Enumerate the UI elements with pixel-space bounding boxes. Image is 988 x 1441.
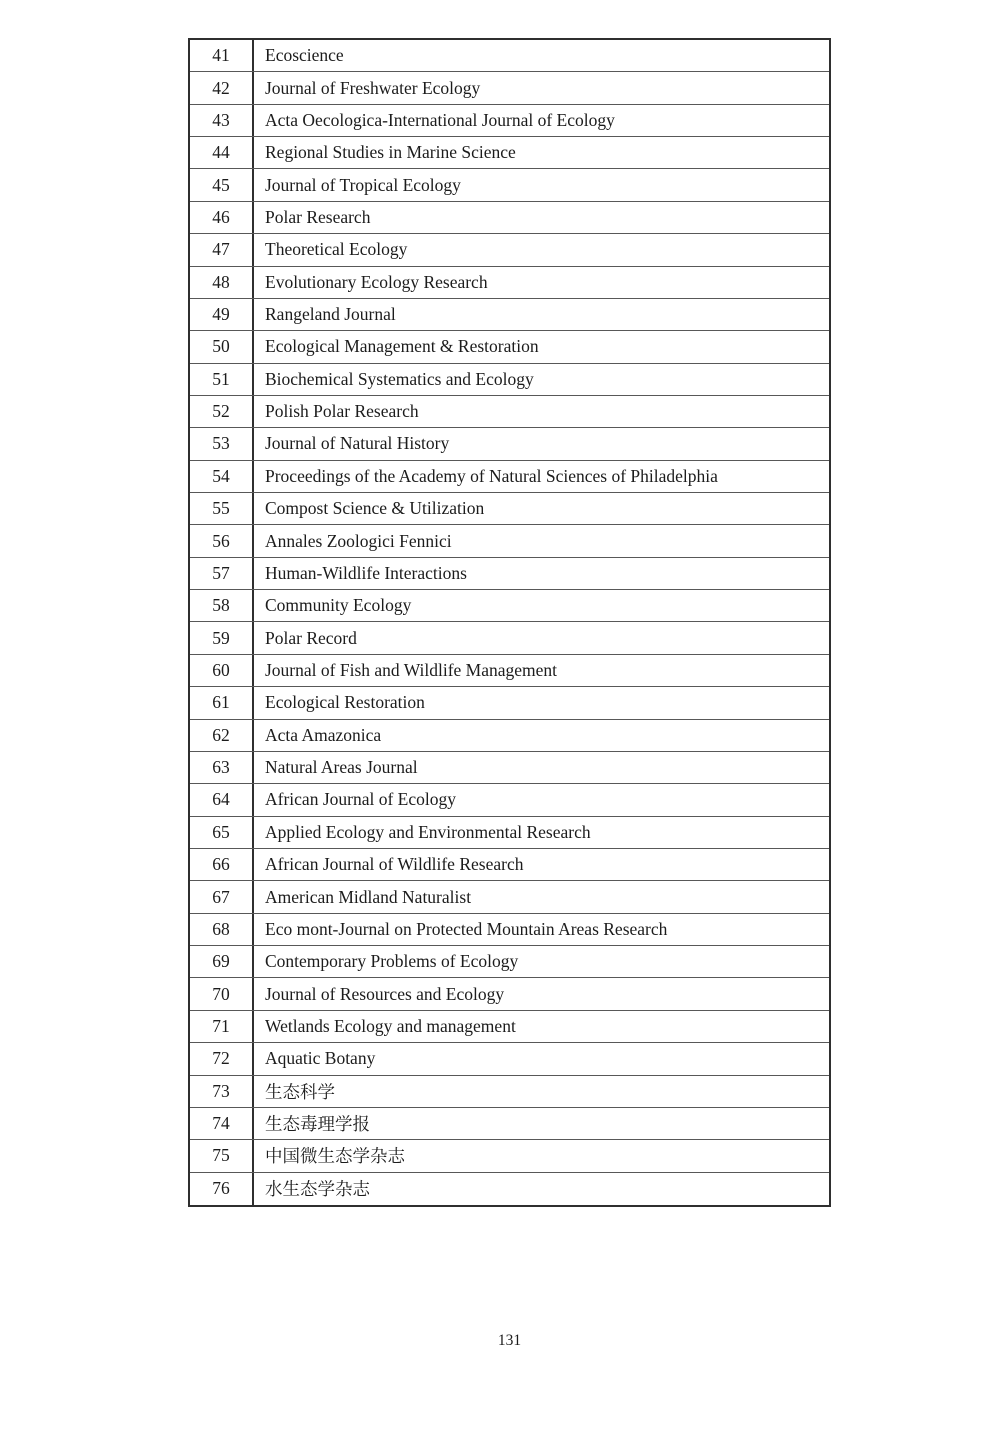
table-row xyxy=(190,590,829,622)
row-number-cell: 47 xyxy=(190,234,254,265)
row-number-cell: 71 xyxy=(190,1011,254,1042)
row-number-cell: 44 xyxy=(190,137,254,168)
table-row xyxy=(190,461,829,493)
row-title-cell: Compost Science & Utilization xyxy=(265,498,485,519)
row-title-cell: Regional Studies in Marine Science xyxy=(265,142,516,163)
row-title-cell: Wetlands Ecology and management xyxy=(265,1015,516,1036)
row-number-cell: 42 xyxy=(190,72,254,103)
row-number-cell: 67 xyxy=(190,881,254,912)
row-number-cell: 52 xyxy=(190,396,254,427)
row-number-cell: 46 xyxy=(190,202,254,233)
table-row xyxy=(190,946,829,978)
table-row xyxy=(190,234,829,266)
row-title-cell: Proceedings of the Academy of Natural Sciences of Philadelphia xyxy=(265,465,718,486)
row-number-cell: 50 xyxy=(190,331,254,362)
table-row xyxy=(190,1043,829,1075)
row-title-cell: Applied Ecology and Environmental Research xyxy=(265,821,591,842)
table-row xyxy=(190,428,829,460)
row-number-cell: 49 xyxy=(190,299,254,330)
row-title-cell: Rangeland Journal xyxy=(265,304,396,325)
row-number-cell: 54 xyxy=(190,461,254,492)
row-title-cell: Ecological Management & Restoration xyxy=(265,336,539,357)
table-row xyxy=(190,105,829,137)
row-number-cell: 59 xyxy=(190,622,254,653)
row-title-cell: Journal of Resources and Ecology xyxy=(265,983,505,1004)
table-row xyxy=(190,622,829,654)
table-row xyxy=(190,784,829,816)
table-row xyxy=(190,1108,829,1140)
row-title-cell: Community Ecology xyxy=(265,595,412,616)
row-title-cell: Polar Record xyxy=(265,627,357,648)
table-row xyxy=(190,817,829,849)
row-title-cell: Human-Wildlife Interactions xyxy=(265,562,467,583)
row-number-cell: 65 xyxy=(190,817,254,848)
table-row xyxy=(190,331,829,363)
row-title-cell: Polar Research xyxy=(265,206,371,227)
row-title-cell: Journal of Tropical Ecology xyxy=(265,174,461,195)
row-number-cell: 66 xyxy=(190,849,254,880)
table-row xyxy=(190,267,829,299)
row-title-cell: Annales Zoologici Fennici xyxy=(265,530,452,551)
row-title-cell: Eco mont-Journal on Protected Mountain Areas Research xyxy=(265,918,668,939)
row-title-cell: Natural Areas Journal xyxy=(265,757,418,778)
row-title-cell: Acta Amazonica xyxy=(265,724,382,745)
table-row xyxy=(190,169,829,201)
row-number-cell: 48 xyxy=(190,267,254,298)
row-title-cell: Theoretical Ecology xyxy=(265,239,408,260)
row-number-cell: 64 xyxy=(190,784,254,815)
row-number-cell: 43 xyxy=(190,105,254,136)
row-number-cell: 57 xyxy=(190,558,254,589)
row-title-cell: African Journal of Ecology xyxy=(265,789,456,810)
row-title-cell: 生态毒理学报 xyxy=(265,1114,370,1135)
row-number-cell: 41 xyxy=(190,40,254,71)
table-row xyxy=(190,1011,829,1043)
row-number-cell: 72 xyxy=(190,1043,254,1074)
table-row xyxy=(190,137,829,169)
table-row xyxy=(190,202,829,234)
table-row xyxy=(190,655,829,687)
table-row xyxy=(190,849,829,881)
row-number-cell: 61 xyxy=(190,687,254,718)
row-title-cell: Aquatic Botany xyxy=(265,1048,376,1069)
table-row xyxy=(190,525,829,557)
page-number: 131 xyxy=(497,1332,522,1349)
row-title-cell: Journal of Freshwater Ecology xyxy=(265,77,481,98)
table-row xyxy=(190,1076,829,1108)
row-number-cell: 51 xyxy=(190,364,254,395)
table-row xyxy=(190,978,829,1010)
journal-table xyxy=(188,38,831,1207)
row-title-cell: Journal of Natural History xyxy=(265,433,450,454)
row-title-cell: Ecological Restoration xyxy=(265,692,425,713)
table-row xyxy=(190,396,829,428)
row-title-cell: Ecoscience xyxy=(265,45,344,66)
row-number-cell: 60 xyxy=(190,655,254,686)
row-title-cell: Acta Oecologica-International Journal of Ecology xyxy=(265,109,615,130)
row-title-cell: Journal of Fish and Wildlife Management xyxy=(265,660,558,680)
row-number-cell: 53 xyxy=(190,428,254,459)
row-title-cell: African Journal of Wildlife Research xyxy=(265,854,524,875)
row-title-cell: 水生态学杂志 xyxy=(265,1179,370,1200)
table-row xyxy=(190,364,829,396)
table-row xyxy=(190,1140,829,1172)
table-row xyxy=(190,1173,829,1205)
row-number-cell: 73 xyxy=(190,1076,254,1107)
table-row xyxy=(190,881,829,913)
table-row xyxy=(190,72,829,104)
row-number-cell: 56 xyxy=(190,525,254,556)
table-row xyxy=(190,40,829,72)
row-title-cell: American Midland Naturalist xyxy=(265,886,472,907)
table-row xyxy=(190,720,829,752)
row-number-cell: 74 xyxy=(190,1108,254,1139)
row-title-cell: 中国微生态学杂志 xyxy=(265,1146,405,1167)
table-row xyxy=(190,914,829,946)
row-number-cell: 76 xyxy=(190,1173,254,1205)
row-title-cell: 生态科学 xyxy=(265,1081,335,1102)
table-row xyxy=(190,687,829,719)
row-title-cell: Biochemical Systematics and Ecology xyxy=(265,368,534,389)
row-title-cell: Contemporary Problems of Ecology xyxy=(265,951,519,972)
row-number-cell: 62 xyxy=(190,720,254,751)
row-title-cell: Polish Polar Research xyxy=(265,401,419,422)
table-row xyxy=(190,493,829,525)
row-number-cell: 68 xyxy=(190,914,254,945)
row-number-cell: 63 xyxy=(190,752,254,783)
row-number-cell: 75 xyxy=(190,1140,254,1171)
row-number-cell: 55 xyxy=(190,493,254,524)
table-row xyxy=(190,558,829,590)
row-number-cell: 69 xyxy=(190,946,254,977)
row-number-cell: 58 xyxy=(190,590,254,621)
row-title-cell: Evolutionary Ecology Research xyxy=(265,271,488,292)
row-number-cell: 70 xyxy=(190,978,254,1009)
table-row xyxy=(190,299,829,331)
row-number-cell: 45 xyxy=(190,169,254,200)
table-row xyxy=(190,752,829,784)
